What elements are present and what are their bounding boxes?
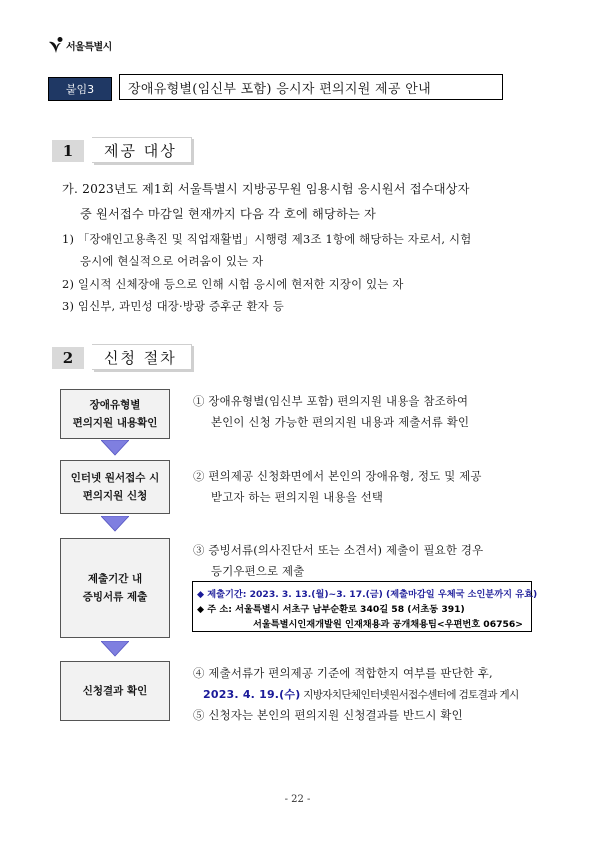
- logo-text: 서울특별시: [66, 41, 112, 53]
- step-2-box: [60, 460, 170, 514]
- step-1-box: [60, 389, 170, 439]
- section-1-item1-line2: 응시에 현실적으로 어려움이 있는 자: [80, 254, 264, 268]
- step-3-box: [60, 538, 170, 638]
- step-4-desc-line1: ④ 제출서류가 편의제공 기준에 적합한지 여부를 판단한 후,: [193, 666, 493, 680]
- down-arrow-icon: [101, 440, 129, 456]
- section-2-number: 2: [52, 347, 84, 369]
- step-4-label: 신청결과 확인: [82, 685, 148, 697]
- down-arrow-icon: [101, 516, 129, 532]
- submission-info-box: [192, 581, 538, 632]
- step-3-label-line1: 제출기간 내: [87, 573, 143, 585]
- step-1-label-line2: 편의지원 내용확인: [72, 417, 158, 429]
- step-1-label-line1: 장애유형별: [89, 399, 141, 411]
- down-arrow-icon: [101, 641, 129, 657]
- section-2-title: 신청 절차: [92, 344, 192, 370]
- section-1-item3: 3) 임신부, 과민성 대장·방광 증후군 환자 등: [62, 299, 284, 313]
- seoul-logo-icon: [48, 36, 64, 54]
- step-1-desc-line2: 본인이 신청 가능한 편의지원 내용과 제출서류 확인: [211, 415, 470, 429]
- step-3-label-line2: 증빙서류 제출: [82, 591, 148, 603]
- section-1-item1-line1: 1) 「장애인고용촉진 및 직업재활법」시행령 제3조 1항에 해당하는 자로서, 시험: [62, 232, 472, 246]
- step-5-desc: ⑤ 신청자는 본인의 편의지원 신청결과를 반드시 확인: [193, 708, 463, 722]
- submission-address-line2: 서울특별시인재개발원 인재채용과 공개채용팀<우편번호 06756>: [253, 619, 523, 630]
- section-1-title: 제공 대상: [92, 137, 192, 163]
- seoul-logo: [48, 36, 112, 54]
- submission-period: ◆ 제출기간: 2023. 3. 13.(월)~3. 17.(금) (제출마감일 우체국 소인분까지 유효): [197, 589, 538, 600]
- step-1-desc-line1: ① 장애유형별(임신부 포함) 편의지원 내용을 참조하여: [193, 394, 469, 408]
- section-1-item2: 2) 일시적 신체장애 등으로 인해 시험 응시에 현저한 지장이 있는 자: [62, 277, 404, 291]
- result-board-text: 지방자치단체인터넷원서접수센터에 검토결과 게시: [300, 689, 519, 701]
- section-1-intro-line1: 가. 2023년도 제1회 서울특별시 지방공무원 임용시험 응시원서 접수대상자: [62, 182, 470, 196]
- page-number: - 22 -: [284, 794, 311, 805]
- step-3-desc-line2: 등기우편으로 제출: [211, 564, 305, 578]
- step-4-desc-line2: [203, 686, 519, 702]
- submission-address: ◆ 주 소: 서울특별시 서초구 남부순환로 340길 58 (서초동 391): [197, 604, 465, 615]
- step-2-desc-line1: ② 편의제공 신청화면에서 본인의 장애유형, 정도 및 제공: [193, 469, 482, 483]
- result-date: 2023. 4. 19.(수): [203, 688, 301, 701]
- attachment-tag: 붙임3: [48, 77, 112, 101]
- step-3-desc-line1: ③ 증빙서류(의사진단서 또는 소견서) 제출이 필요한 경우: [193, 543, 484, 557]
- section-1-number: 1: [52, 140, 84, 162]
- step-2-label-line2: 편의지원 신청: [82, 490, 148, 502]
- step-4-box: [60, 661, 170, 721]
- step-2-desc-line2: 받고자 하는 편의지원 내용을 선택: [211, 490, 384, 504]
- page-title: 장애유형별(임신부 포함) 응시자 편의지원 제공 안내: [119, 74, 503, 100]
- section-1-intro-line2: 중 원서접수 마감일 현재까지 다음 각 호에 해당하는 자: [80, 207, 377, 221]
- step-2-label-line1: 인터넷 원서접수 시: [70, 472, 160, 484]
